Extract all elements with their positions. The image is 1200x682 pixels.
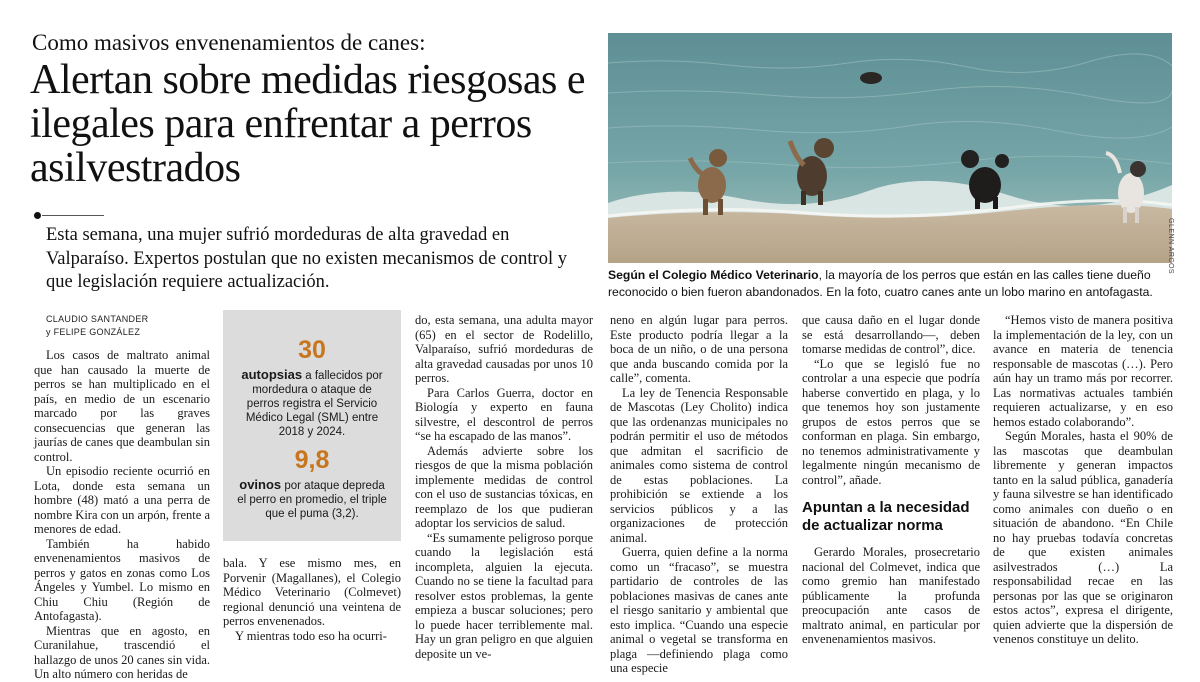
article-column-2 (223, 556, 401, 643)
byline (46, 313, 216, 339)
stat-number-autopsias: 30 (298, 336, 326, 364)
paragraph: do, esta semana, una adulta mayor (65) en el sector de Rodelillo, Valparaíso, sufrió mordeduras de alta gravedad causadas por unos 10 perros. (415, 313, 593, 385)
paragraph: Gerardo Morales, prosecretario nacional del Colmevet, indica que como gremio han manifestado públicamente la profunda preocupación ante casos de maltrato animal, en particular por envenenamientos masivos. (802, 545, 980, 646)
article-column-4 (610, 313, 788, 676)
stat-description-autopsias (235, 368, 389, 439)
paragraph: “Es sumamente peligroso porque cuando la legislación está incompleta, alguien la ejecuta. Cuando no se tiene la facultad para resolver estos problemas, la gente empieza a buscar soluciones; pero lo puede hacer terriblemente mal. Hay un gran peligro en que alguien deposite un ve- (415, 530, 593, 661)
kicker: Como masivos envenenamientos de canes: (32, 30, 426, 55)
article-photo (608, 33, 1172, 263)
divider-dot (34, 212, 41, 219)
stats-box (223, 310, 401, 541)
caption-text: , la mayoría de los perros que están en las calles tiene dueño reconocido o bien fueron abandonados. En la foto, cuatro canes ante un lobo marino en antofagasta. (608, 268, 1153, 299)
paragraph: Para Carlos Guerra, doctor en Biología y experto en fauna silvestre, el descontrol de perros “se ha escapado de las manos”. (415, 385, 593, 443)
stat-description-ovinos (235, 478, 389, 521)
paragraph: La ley de Tenencia Responsable de Mascotas (Ley Cholito) indica que las ordenanzas municipales no podrán permitir el uso de métodos que admitan el sacrificio de animales como sistema de control de estas poblaciones. La prohibición se extiende a los servicios públicos y a las organizaciones de protección animal. (610, 385, 788, 545)
stat-text: a fallecidos por mordedura o ataque de perros registra el Servicio Médico Legal (SML) entre 2018 y 2024. (245, 370, 383, 438)
paragraph: Un episodio reciente ocurrió en Lota, donde esta semana un hombre (48) mató a una perra de nombre Kira con un arpón, frente a menores de edad. (34, 464, 210, 536)
photo-caption (608, 267, 1176, 300)
article-column-1 (34, 348, 210, 682)
subheading: Apuntan a la necesidad de actualizar norma (802, 499, 970, 534)
article-column-5-continued (802, 545, 980, 647)
headline: Alertan sobre medidas riesgosas e ilegales para enfrentar a perros asilvestrados (30, 57, 585, 191)
photo-credit: GLENN ARCOS (1167, 218, 1174, 275)
article-column-6 (993, 313, 1173, 647)
paragraph: neno en algún lugar para perros. Este producto podría llegar a la boca de un niño, o de una persona que anda buscando comida por la calle”, comenta. (610, 313, 788, 385)
paragraph: “Hemos visto de manera positiva la implementación de la ley, con un avance en materia de tenencia responsable de mascotas (…). Pero aún hay un tramo más por recorrer. Las normativas actuales también requieren actualizarse, y en eso hemos estado colaborando”. (993, 313, 1173, 429)
paragraph: Los casos de maltrato animal que han causado la muerte de perros se han multiplicado en el país, en medio de un escenario marcado por las graves consecuencias que generan las jaurías de canes que deambulan sin control. (34, 348, 210, 464)
stat-keyword: ovinos (239, 477, 282, 492)
stat-keyword: autopsias (241, 367, 303, 382)
paragraph: “Lo que se legisló fue no controlar a una especie que podría haberse convertido en plaga, y lo que tenemos hoy son justamente grupos de estos perros que se conforman en plaga. Sin embargo, no tenemos administrativamente y legalmente ningún mecanismo de control”, añade. (802, 356, 980, 487)
beach-dogs-illustration (608, 33, 1172, 263)
paragraph: Mientras que en agosto, en Curanilahue, trascendió el hallazgo de unos 20 canes sin vida. Un alto número con heridas de (34, 623, 210, 681)
caption-lead: Según el Colegio Médico Veterinario (608, 268, 819, 282)
paragraph: Guerra, quien define a la norma como un “fracaso”, se muestra partidario de controles de las poblaciones masivas de canes ante el riesgo sanitario y ambiental que esto implica. “Cuando una especie animal o vegetal se transforma en plaga —definiendo plaga como una especie (610, 545, 788, 675)
paragraph: Y mientras todo eso ha ocurri- (235, 628, 387, 643)
paragraph: que causa daño en el lugar donde se está desarrollando—, deben tomarse medidas de control”, dice. (802, 313, 980, 356)
sea-lion-shape (860, 72, 882, 84)
divider-line (42, 215, 104, 216)
paragraph: Además advierte sobre los riesgos de que la misma población implemente medidas de control con el uso de sustancias tóxicas, en reemplazo de los que pudieran adoptar los servicios de salud. (415, 443, 593, 530)
paragraph: Según Morales, hasta el 90% de las mascotas que deambulan libremente y generan impactos tanto en la salud pública, ganadería y fauna silvestre se han identificado como animales con dueño o en situación de abandono. “En Chile no hay pruebas todavía concretas de que existen animales asilvestrados (…) La responsabilidad recae en las personas por las que se originaron estos actos”, expresa el dirigente, quien advierte que la dispersión de venenos constituye un delito. (993, 429, 1173, 646)
byline-author-2: y FELIPE GONZÁLEZ (46, 327, 141, 337)
paragraph: bala. Y ese mismo mes, en Porvenir (Magallanes), el Colegio Médico Veterinario (Colmevet) regional denunció una veintena de perros envenenados. (223, 556, 401, 628)
article-column-5 (802, 313, 980, 487)
article-column-3 (415, 313, 593, 661)
byline-author-1: CLAUDIO SANTANDER (46, 314, 149, 324)
paragraph: También ha habido envenenamientos masivos de perros y gatos en zonas como Los Ángeles y Yumbel. Lo mismo en Chiu Chiu (Región de Antofagasta). (34, 536, 210, 623)
stat-text: por ataque depreda el perro en promedio, el triple que el puma (3,2). (237, 480, 387, 520)
stat-number-ovinos: 9,8 (294, 446, 330, 474)
deck: Esta semana, una mujer sufrió mordeduras de alta gravedad en Valparaíso. Expertos postulan que no existen mecanismos de control y que legislación requiere actualización. (46, 225, 567, 292)
